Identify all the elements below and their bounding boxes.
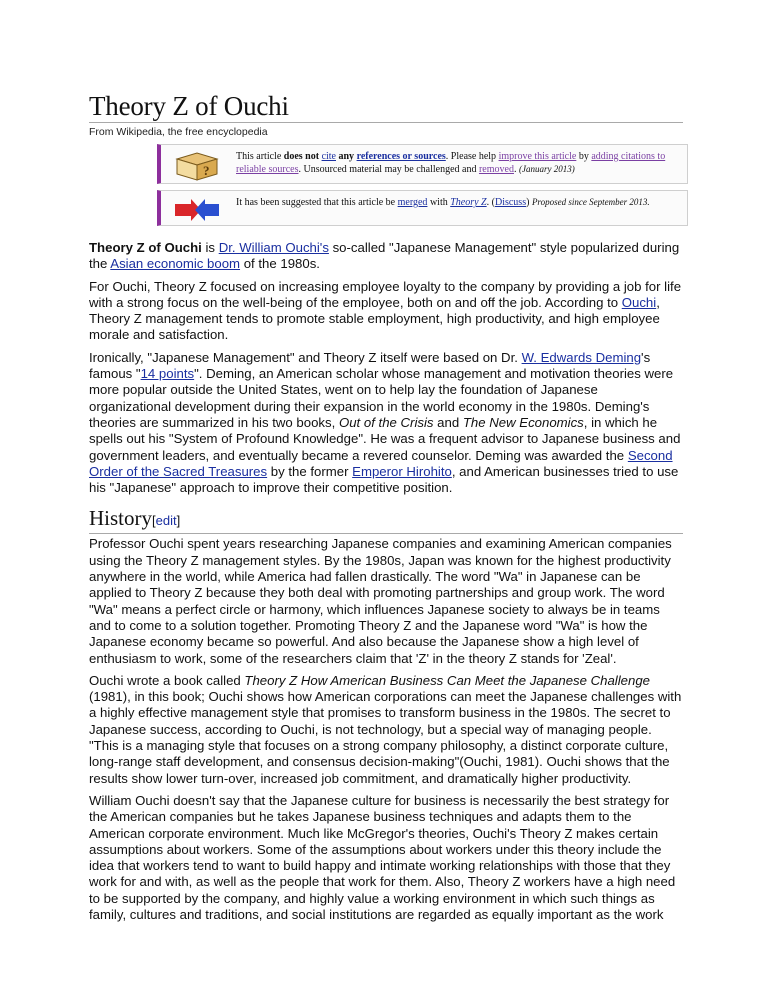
- intro-paragraph: Theory Z of Ouchi is Dr. William Ouchi's so-called "Japanese Management" style popularized during the Asian economic boom of the 1980s.: [89, 240, 680, 272]
- merge-notice: [157, 190, 688, 226]
- sacred-treasures-link[interactable]: Second Order of the Sacred Treasures: [89, 447, 673, 479]
- page-title: Theory Z of Ouchi: [89, 91, 289, 121]
- history-heading: History[edit]: [89, 506, 181, 531]
- discuss-link[interactable]: Discuss: [494, 197, 527, 208]
- proposed-date: Proposed since September 2013.: [531, 197, 650, 207]
- article: [89, 90, 683, 923]
- deming-paragraph: Ironically, "Japanese Management" and Theory Z itself were based on Dr. W. Edwards Deming's famous "14 points". Deming, an American scholar whose management and motivation theories were more popular outside the United States, went on to help lay the foundation of Japanese organizational development during their expansion in the world economy in the 1980s. Deming's theories are summarized in his two books, Out of the Crisis and The New Economics, in which he spells out his "System of Profound Knowledge". He was a frequent advisor to Japanese business and government leaders, and eventually became a revered counselor. Deming was awarded the Second Order of the Sacred Treasures by the former Emperor Hirohito, and American businesses tried to use his "Japanese" approach to improve their competitive position.: [89, 349, 681, 496]
- adding-citations-link[interactable]: adding citations to reliable sources: [236, 151, 666, 175]
- deming-link[interactable]: W. Edwards Deming: [521, 349, 642, 365]
- theory-z-link[interactable]: Theory Z: [450, 197, 487, 208]
- ouchi-link[interactable]: Dr. William Ouchi's: [218, 240, 329, 255]
- history-paragraph-1: Professor Ouchi spent years researching Japanese companies and examining American companies using the Theory Z management styles. By the 1980s, Japan was known for the highest productivity anywhere in the world, while America had fallen drastically. The word "Wa" in Japanese can be applied to Theory Z because they both deal with promoting partnerships and group work. The word "Wa" means a perfect circle or harmony, which influences Japanese society to always be in teams and to come to a solution together. Promoting Theory Z and the Japanese word "Wa" is how the Japanese economy became so powerful. And also because the Japanese show a high level of enthusiasm to work, some of the researchers claim that 'Z' in the theory Z stands for 'Zeal'.: [89, 536, 672, 666]
- tagline: From Wikipedia, the free encyclopedia: [89, 126, 268, 138]
- citation-notice: [157, 144, 688, 184]
- removed-link[interactable]: removed: [478, 164, 514, 175]
- svg-text:?: ?: [203, 163, 210, 178]
- references-link[interactable]: references or sources: [356, 151, 446, 162]
- edit-link[interactable]: edit: [155, 513, 177, 529]
- notice-date: (January 2013): [518, 164, 575, 174]
- hirohito-link[interactable]: Emperor Hirohito: [352, 463, 452, 479]
- cite-link[interactable]: cite: [321, 151, 336, 162]
- history-paragraph-2: Ouchi wrote a book called Theory Z How American Business Can Meet the Japanese Challenge (1981), in this book; Ouchi shows how American corporations can meet the Japanese challenges with a highly effective management style that promises to transform business in the 1980s. The secret to Japanese success, according to Ouchi, is not technology, but a special way of managing people. "This is a managing style that focuses on a strong company philosophy, a distinct corporate culture, long-range staff development, and consensus decision-making"(Ouchi, 1981). Ouchi shows that the results show lower turn-over, increased job commitment, and dramatically higher productivity.: [89, 672, 682, 786]
- books-question-icon: [173, 149, 221, 183]
- title-divider: [89, 122, 683, 123]
- merge-arrows-icon: [173, 195, 221, 229]
- improve-article-link[interactable]: improve this article: [498, 151, 577, 162]
- merge-notice-text: It has been suggested that this article be merged with Theory Z. (Discuss) Proposed since September 2013.: [236, 197, 650, 208]
- citation-notice-text: This article does not cite any references or sources. Please help improve this article by adding citations to reliable sources. Unsourced material may be challenged and removed. (January 2013): [236, 151, 666, 175]
- merged-link[interactable]: merged: [397, 197, 428, 208]
- asian-boom-link[interactable]: Asian economic boom: [110, 256, 241, 272]
- history-paragraph-3: William Ouchi doesn't say that the Japanese culture for business is necessarily the best strategy for the American companies but he takes Japanese business techniques and adapts them to the American corporate environment. Much like McGregor's theories, Ouchi's Theory Z makes certain assumptions about workers. Some of the assumptions about workers under this theory include the idea that workers tend to want to build happy and intimate working relationships with those that they work for and with, as well as the people that work for them. Also, Theory Z workers have a high need to be supported by the company, and highly value a working environment in which such things as family, cultures and traditions, and social institutions are regarded as equally important as the work: [89, 792, 676, 922]
- history-divider: [89, 533, 683, 534]
- fourteen-points-link[interactable]: 14 points: [140, 366, 195, 382]
- ouchi-short-link[interactable]: Ouchi: [621, 294, 657, 310]
- edit-section: [edit]: [152, 513, 181, 529]
- focus-paragraph: For Ouchi, Theory Z focused on increasing employee loyalty to the company by providing a job for life with a strong focus on the well-being of the employee, both on and off the job. According to Ouchi, Theory Z management tends to promote stable employment, high productivity, and high employee morale and satisfaction.: [89, 278, 682, 343]
